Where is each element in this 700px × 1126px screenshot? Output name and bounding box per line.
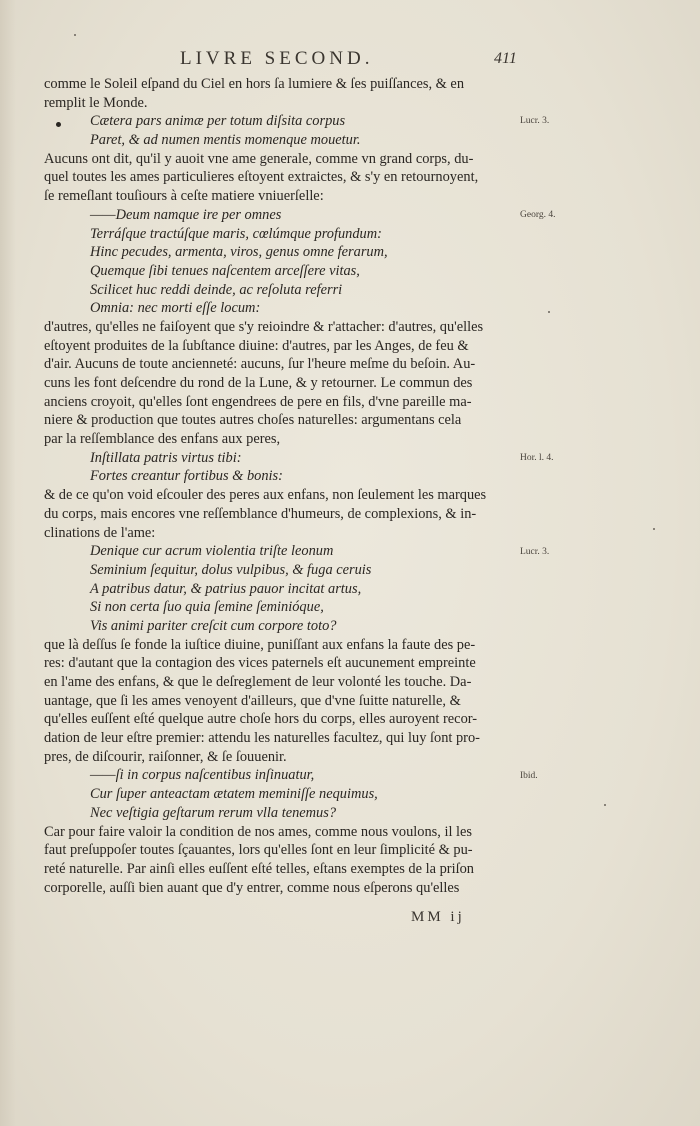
margin-note: Lucr. 3. <box>520 116 550 127</box>
prose-line: eſtoyent produites de la ſubſtance diuine: d'autres, par les Anges, de feu & <box>44 337 469 354</box>
verse-line: Fortes creantur fortibus & bonis: <box>90 468 283 485</box>
prose-line: quel toutes les ames particulieres eſtoyent extraictes, & s'y en retournoyent, <box>44 169 479 186</box>
verse-line: Seminium ſequitur, dolus vulpibus, & fuga ceruis <box>90 561 372 578</box>
verse-line: ——ſi in corpus naſcentibus inſinuatur, <box>90 767 315 784</box>
margin-note: Hor. l. 4. <box>520 453 554 463</box>
verse-line: Scilicet huc reddi deinde, ac reſoluta referri <box>90 281 343 298</box>
verse-line: Quemque ſibi tenues naſcentem arceſſere vitas, <box>90 262 360 279</box>
prose-line: d'autres, qu'elles ne faiſoyent que s'y reioindre & r'attacher: d'autres, qu'elles <box>44 318 484 335</box>
prose-line: ſe remeſlant touſiours à ceſte matiere vniuerſelle: <box>44 188 324 205</box>
prose-line: Car pour faire valoir la condition de nos ames, comme nous voulons, il les <box>44 823 473 840</box>
page-number: 411 <box>494 50 517 67</box>
verse-line: Nec veſtigia geſtarum rerum vlla tenemus? <box>90 804 337 821</box>
prose-line: dation de leur eſtre premier: attendu les naturelles facultez, qui luy ſont pro- <box>44 730 480 747</box>
prose-line: Aucuns ont dit, qu'il y auoit vne ame generale, comme vn grand corps, du- <box>44 150 474 167</box>
ink-speck <box>548 311 550 313</box>
running-title: LIVRE SECOND. <box>180 48 374 69</box>
margin-note: Ibid. <box>520 770 538 781</box>
prose-line: pres, de diſcourir, raiſonner, & ſe ſouuenir. <box>44 748 287 765</box>
ink-speck <box>604 804 606 806</box>
prose-line: uantage, que ſi les ames venoyent d'ailleurs, que d'vne ſuitte naturelle, & <box>44 692 461 709</box>
margin-note: Georg. 4. <box>520 209 556 220</box>
prose-line: niere & production que toutes autres choſes naturelles: argumentans cela <box>44 412 462 429</box>
binding-gutter <box>0 0 16 1126</box>
verse-line: Inſtillata patris virtus tibi: <box>90 449 242 466</box>
verse-line: Si non certa ſuo quia ſemine ſeminióque, <box>90 599 324 616</box>
prose-line: res: d'autant que la contagion des vices paternels eſt aucunement empreinte <box>44 655 476 672</box>
prose-line: qu'elles euſſent eſté quelque autre choſe hors du corps, elles auroyent recor- <box>44 711 478 728</box>
verse-line: Denique cur acrum violentia triſte leonum <box>90 543 334 560</box>
prose-line: d'air. Aucuns de toute ancienneté: aucuns, ſur l'heure meſme du beſoin. Au- <box>44 356 476 373</box>
prose-line: que là deſſus ſe fonde la iuſtice diuine, puniſſant aux enfans la faute des pe- <box>44 636 476 653</box>
ink-speck <box>653 528 655 530</box>
verse-line: A patribus datur, & patrius pauor incitat artus, <box>90 580 362 597</box>
verse-line: Vis animi pariter creſcit cum corpore toto? <box>90 617 337 634</box>
prose-line: anciens croyoit, qu'elles ſont engendrees de pere en fils, d'vne pareille ma- <box>44 393 472 410</box>
prose-line: par la reſſemblance des enfans aux peres, <box>44 431 281 448</box>
prose-line: remplit le Monde. <box>44 94 148 111</box>
verse-line: Hinc pecudes, armenta, viros, genus omne ferarum, <box>90 244 388 261</box>
verse-line: Terráſque tractúſque maris, cœlúmque profundum: <box>90 225 382 242</box>
prose-line: cuns les font deſcendre du rond de la Lune, & y retourner. Le commun des <box>44 375 473 391</box>
verse-line: Cur ſuper anteactam ætatem meminiſſe nequimus, <box>90 786 378 803</box>
verse-line: ——Deum namque ire per omnes <box>90 206 282 223</box>
verse-line: Paret, & ad numen mentis momenque mouetur. <box>90 132 361 149</box>
ink-speck <box>74 34 76 36</box>
margin-note: Lucr. 3. <box>520 546 550 557</box>
prose-line: clinations de l'ame: <box>44 524 156 541</box>
prose-line: du corps, mais encores vne reſſemblance d'humeurs, de complexions, & in- <box>44 505 477 522</box>
verse-line: Omnia: nec morti eſſe locum: <box>90 300 261 317</box>
page-header <box>0 48 700 72</box>
verse-line: Cætera pars animæ per totum diſsita corpus <box>90 113 346 130</box>
prose-line: en l'ame des enfans, & que le deſreglement de leur volonté les touche. Da- <box>44 674 472 690</box>
prose-line: comme le Soleil eſpand du Ciel en hors ſa lumiere & ſes puiſſances, & en <box>44 76 465 92</box>
prose-line: & de ce qu'on void eſcouler des peres aux enfans, non ſeulement les marques <box>44 487 487 504</box>
prose-line: corporelle, auſſi bien auant que d'y entrer, comme nous eſperons qu'elles <box>44 879 460 896</box>
prose-line: reté naturelle. Par ainſi elles euſſent eſté telles, eſtans exemptes de la priſon <box>44 860 474 877</box>
prose-line: faut preſuppoſer toutes ſçauantes, lors qu'elles ſont en leur ſimplicité & pu- <box>44 842 473 859</box>
signature-mark: MM ij <box>411 909 465 925</box>
body-text <box>44 75 524 897</box>
